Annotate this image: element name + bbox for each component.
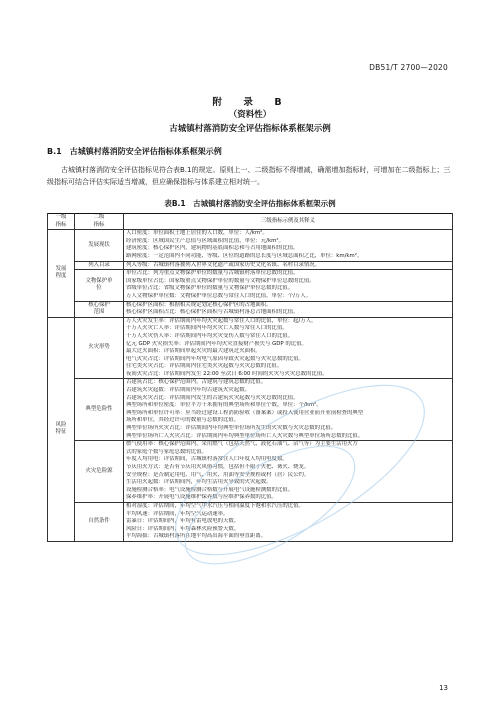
level2-cell: 发展现状: [75, 230, 124, 261]
level2-cell: 火灾形势: [75, 317, 124, 379]
indicator-line: 万人火灾发生率：评估期间内年均火灾起数与常住人口的比值，单位：起/万人。: [126, 317, 317, 324]
level3-cell: [124, 261, 453, 270]
table-row: [48, 301, 453, 317]
indicator-line: 万人文物保护单位数：文物保护单位总数与常住人口的比值，单位：个/万人。: [126, 292, 312, 299]
section-paragraph: 古城镇村落消防安全评估指标见符合表B.1的规定。原则上一、二级指标不得增减，确需增加指标时，可增加在二级指标上；三级指标可结合评估实际适当增减，但应确保指标与体系建立相对统一。: [47, 166, 451, 186]
indicator-line: 平均风速：评估期间，年均空气运动速率。: [126, 510, 229, 517]
indicator-line: 列入等级：古城镇村落被列入世界文化遗产或国家历史文化名镇、名村目录情况。: [126, 261, 321, 268]
indicator-line: 相对湿度：评估期间，年均空气中水汽压与相同温度下饱和水汽压的比值。: [126, 502, 304, 509]
appendix-subtitle: （资料性）: [228, 110, 272, 120]
indicator-line: 年度人均用电：评估期间，古城镇村落常住人口年度人均用电度数。: [126, 456, 288, 463]
indicator-line: 设施检测合格率：电气设施检测合格数与开展电气设施检测数的比值。: [126, 486, 294, 493]
indicator-line: 古建筑占比：核心保护范围内，古建筑与建筑总数的比值。: [126, 379, 267, 386]
table-row: [48, 270, 453, 301]
header-level2: 二级 指标: [75, 214, 124, 230]
table-row: [48, 230, 453, 261]
indicator-line: 十万人火灾亡人率：评估期间内年均火灾亡人数与常住人口的比值。: [126, 325, 288, 332]
table-row: [48, 317, 453, 379]
indicator-table: [47, 213, 453, 542]
table-row: [48, 502, 453, 541]
indicator-line: 古建筑火灾起数：评估期间内年均古建筑火灾起数。: [126, 387, 250, 394]
level1-cell: 发展 程度: [48, 230, 75, 318]
document-code: DB51/T 2700—2020: [369, 63, 448, 72]
indicator-line: 典型场所和单位密度：单位平方千米拥有的典型场所和单位个数，单位：个/km²。: [126, 402, 322, 409]
indicator-line: 经济密度：区域国民生产总值与区域面积的比值，单位：元/km²。: [126, 237, 284, 244]
level1-cell: 风险 特征: [48, 317, 75, 541]
indicator-line: 典型场所和单位许可率：应当经过建设工程消防验收（备案案）或投入使用营业前开业前检查的典型: [126, 409, 364, 416]
indicator-line: 燃气使用率：核心保护范围内，采用燃气（包括天然气、液化石油气、沼气等）为主要生活用火方: [126, 441, 358, 448]
indicator-line: 节庆用火方式：是否有节庆用火风俗习惯，包括但不限于火把、篝火、烧龙。: [126, 464, 310, 470]
table-header-row: [48, 214, 453, 230]
level3-cell: [124, 441, 453, 503]
header-level3: 三级指标示例及其释义: [124, 214, 453, 230]
level3-cell: [124, 379, 453, 441]
indicator-line: 亿元 GDP 火灾损失率：评估期间内年均火灾直接财产损失与 GDP 的比值。: [126, 340, 307, 347]
level2-cell: 列入目录: [75, 261, 124, 270]
indicator-line: 典型单位场所火灾占比：评估期间内年均典型单位场所发生的火灾数与火灾总数的比值。: [126, 425, 337, 432]
table-row: [48, 441, 453, 503]
indicator-line: 十万人火灾伤人率：评估期间内年均火灾受伤人数与常住人口的比值。: [126, 332, 294, 339]
section-heading: B.1 古城镇村落消防安全评估指标体系框架示例: [47, 147, 222, 156]
header-level1: 一级 指标: [48, 214, 75, 230]
level3-cell: [124, 230, 453, 261]
level2-cell: 典型危险性: [75, 379, 124, 441]
indicator-line: 国家级单位占比：国家级重点文物保护单位的数量与文物保护单位总数的比值。: [126, 277, 315, 284]
level3-cell: [124, 301, 453, 317]
indicator-line: 式的家庭个数与家庭总数的比值。: [126, 448, 207, 455]
indicator-line: 典型单位场所亡人火灾占比：评估期间内年均典型单位场所亡人火灾数与典型单位场所总数的比值。: [126, 432, 364, 439]
indicator-line: 核心保护区面积占比：核心保护区面积与古城镇村落总占地面积的比值。: [126, 309, 299, 316]
appendix-heading: 古城镇村落消防安全评估指标体系框架示例: [169, 124, 331, 134]
table-row: [48, 261, 453, 270]
indicator-line: 风险日：评估期间内，年均森林火险预警天数。: [126, 525, 240, 532]
level2-cell: 火灾危险源: [75, 441, 124, 503]
level2-cell: 文物保护单 位: [75, 270, 124, 301]
indicator-line: 生活用火起数：评估期间内，年均生活用火导致的火灾起数。: [126, 479, 272, 486]
indicator-line: 场所和单位，其经过许可的数量与总数的比值。: [126, 417, 240, 424]
indicator-line: 电气火灾占比：评估期间内年均电气原因导致火灾起数与火灾总数的比值。: [126, 355, 304, 362]
indicator-line: 保养维护率：开展电气设施维护保养数与应维护保养数的比值。: [126, 494, 277, 501]
indicator-line: 住宅类火灾占比：评估期间内住宅类火灾起数与火灾总数的比值。: [126, 363, 283, 370]
indicator-line: 建筑密度：核心保护区内，建筑物的基底面积总和与占用地面积的比值。: [126, 245, 299, 252]
level3-cell: [124, 270, 453, 301]
indicator-line: 雷暴日：评估期间内，年均有雷电放电的天数。: [126, 518, 240, 525]
indicator-line: 人口密度：单位面积土地上居住的人口数，单位：人/km²。: [126, 230, 268, 237]
table-caption: 表B.1 古城镇村落消防安全评估指标体系框架示例: [164, 199, 336, 208]
level3-cell: [124, 317, 453, 379]
table-row: [48, 379, 453, 441]
indicator-line: 路网密度：一定范围内不同功能、等级、区位的道路的总长度与区域总面积之比，单位：km/km²。: [126, 252, 363, 259]
indicator-line: 安全规程：是否制定用电、用气、用火、用油等安全规程或村（居）民公约。: [126, 471, 310, 478]
indicator-line: 核心保护区面积：根据相关规定划定核心保护区的占地面积。: [126, 301, 272, 308]
appendix-title: 附 录 B: [212, 97, 288, 108]
indicator-line: 单位占比：列为重点文物保护单位的数量与古城镇村落单位总数的比值。: [126, 270, 299, 277]
indicator-line: 古建筑火灾占比：评估期间内发生的古建筑火灾起数与火灾总数的比值。: [126, 394, 299, 401]
indicator-line: 省级单位占比：省级文物保护单位的数量与文物保护单位总数的比值。: [126, 285, 294, 292]
level2-cell: 核心保护 范围: [75, 301, 124, 317]
page-number: 13: [439, 684, 448, 692]
level2-cell: 自然条件: [75, 502, 124, 541]
indicator-line: 夜间火灾占比：评估期间内发生 22:00 至次日 6:00 时间的火灾与火灾总数的比值。: [126, 370, 328, 377]
indicator-line: 最大过火面积：评估期间单起火灾的最大建筑过火面积。: [126, 348, 261, 355]
level3-cell: [124, 502, 453, 541]
indicator-line: 平均海拔：古城镇村落所在地平均高出海平面的垂直距离。: [126, 533, 267, 540]
